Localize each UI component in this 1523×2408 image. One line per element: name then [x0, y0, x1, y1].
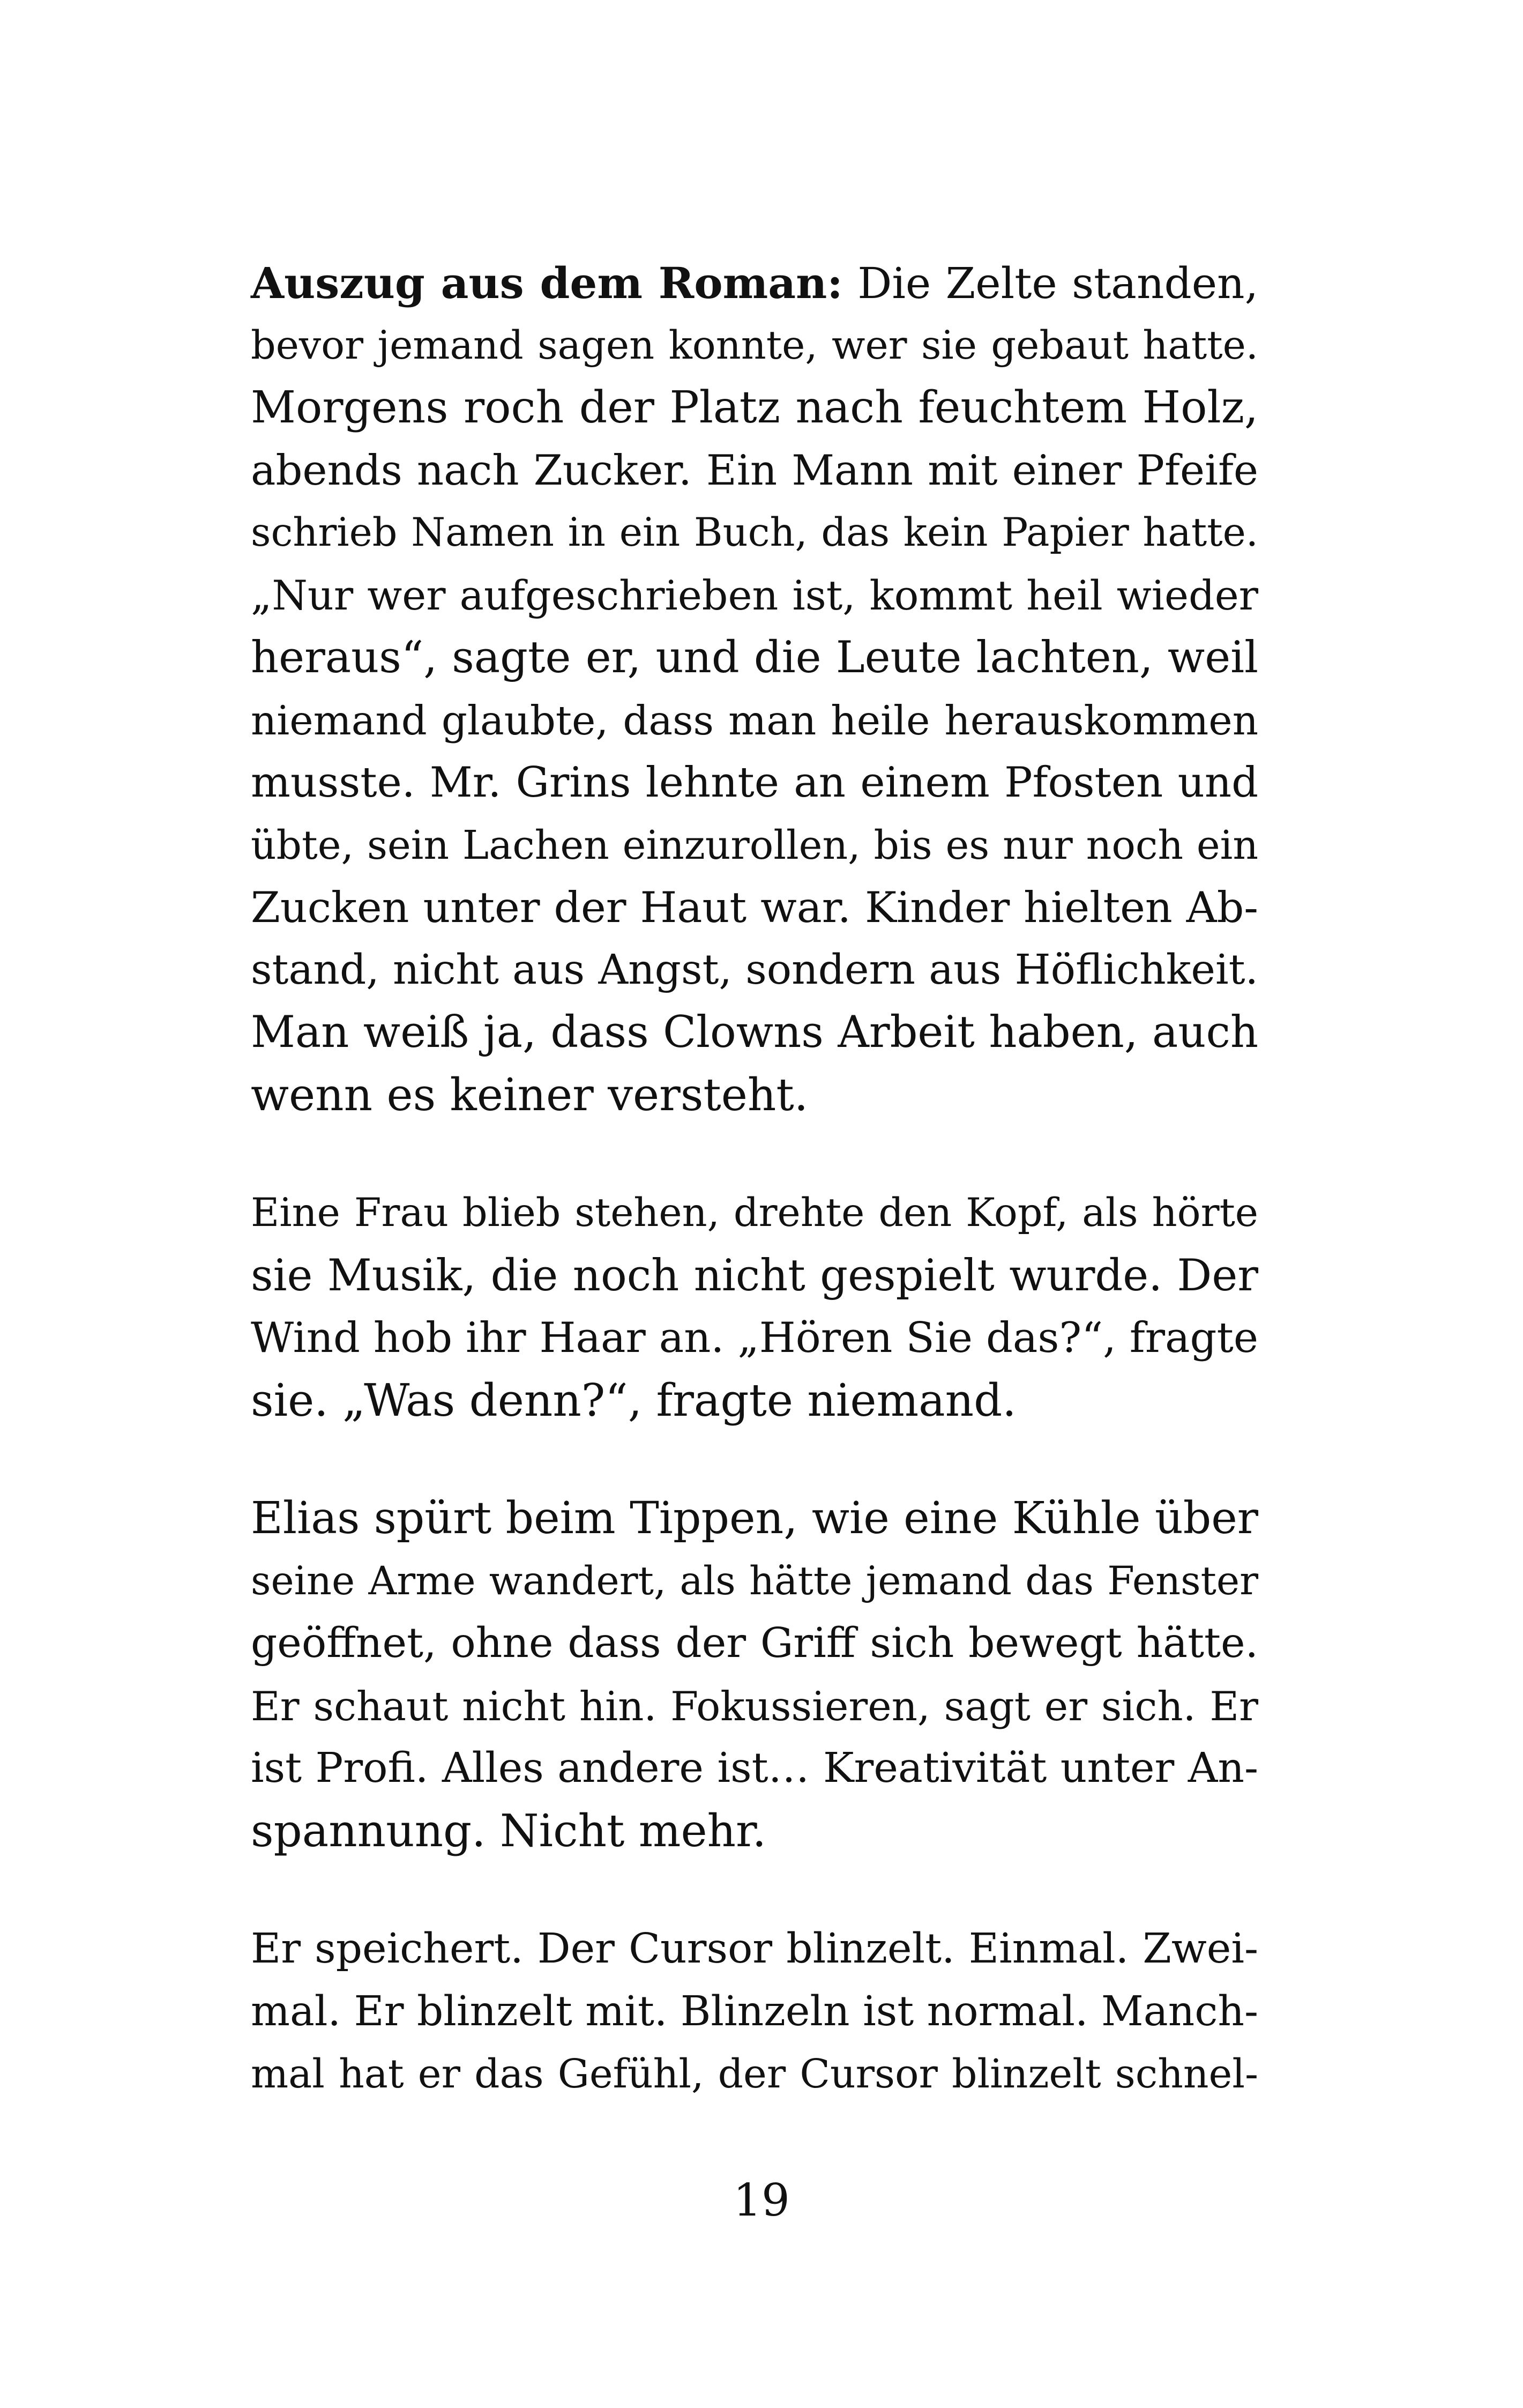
text-line: heraus“, sagte er, und die Leute lachten, weil	[251, 633, 1258, 683]
paragraph-3	[251, 1488, 1258, 1862]
text-line: Morgens roch der Platz nach feuchtem Holz,	[251, 382, 1258, 433]
text-line: Wind hob ihr Haar an. „Hören Sie das?“, fragte	[251, 1314, 1258, 1362]
text-line: Er speichert. Der Cursor blinzelt. Einmal. Zwei-	[251, 1925, 1258, 1973]
text-line: ist Profi. Alles andere ist… Kreativität unter An-	[251, 1744, 1258, 1792]
body-text	[251, 252, 1258, 2106]
excerpt-lead: Auszug aus dem Roman:	[251, 258, 843, 308]
text-line: Elias spürt beim Tippen, wie eine Kühle über	[251, 1493, 1258, 1544]
text-line: „Nur wer aufgeschrieben ist, kommt heil wieder	[251, 571, 1258, 619]
text-line: wenn es keiner versteht.	[251, 1068, 809, 1121]
text-line: seine Arme wandert, als hätte jemand das Fenster	[251, 1558, 1258, 1604]
paragraph-4	[251, 1918, 1258, 2106]
text-line: bevor jemand sagen konnte, wer sie gebaut hatte.	[251, 322, 1258, 368]
text-line: übte, sein Lachen einzurollen, bis es nur noch ein	[251, 822, 1258, 868]
paragraph-1	[251, 252, 1258, 1126]
text-line: stand, nicht aus Angst, sondern aus Höflichkeit.	[251, 946, 1258, 994]
text-line: schrieb Namen in ein Buch, das kein Papier hatte.	[251, 510, 1258, 555]
text-line: Eine Frau blieb stehen, drehte den Kopf, als hörte	[251, 1190, 1258, 1236]
text-line: Man weiß ja, dass Clowns Arbeit haben, auch	[251, 1007, 1258, 1058]
text-line: musste. Mr. Grins lehnte an einem Pfosten und	[251, 759, 1258, 807]
text-line: niemand glaubte, dass man heile herauskommen	[251, 696, 1258, 744]
text-line: mal hat er das Gefühl, der Cursor blinzelt schnel-	[251, 2051, 1258, 2097]
text-line: Er schaut nicht hin. Fokussieren, sagt er sich. Er	[251, 1682, 1258, 1730]
text-line: Auszug aus dem Roman: Die Zelte standen,	[251, 258, 1259, 308]
text-line: geöffnet, ohne dass der Griff sich bewegt hätte.	[251, 1619, 1258, 1667]
text-line: sie Musik, die noch nicht gespielt wurde. Der	[251, 1250, 1258, 1301]
text-line: Zucken unter der Haut war. Kinder hielten Ab-	[251, 883, 1258, 932]
paragraph-gap	[251, 1432, 1258, 1488]
text-line: spannung. Nicht mehr.	[251, 1804, 766, 1857]
text-line: sie. „Was denn?“, fragte niemand.	[251, 1374, 1017, 1426]
text-line: abends nach Zucker. Ein Mann mit einer Pfeife	[251, 446, 1258, 495]
text-line: mal. Er blinzelt mit. Blinzeln ist normal. Manch-	[251, 1987, 1258, 2035]
page-number: 19	[733, 2174, 790, 2226]
paragraph-2	[251, 1182, 1258, 1432]
paragraph-gap	[251, 1126, 1258, 1182]
paragraph-gap	[251, 1862, 1258, 1918]
